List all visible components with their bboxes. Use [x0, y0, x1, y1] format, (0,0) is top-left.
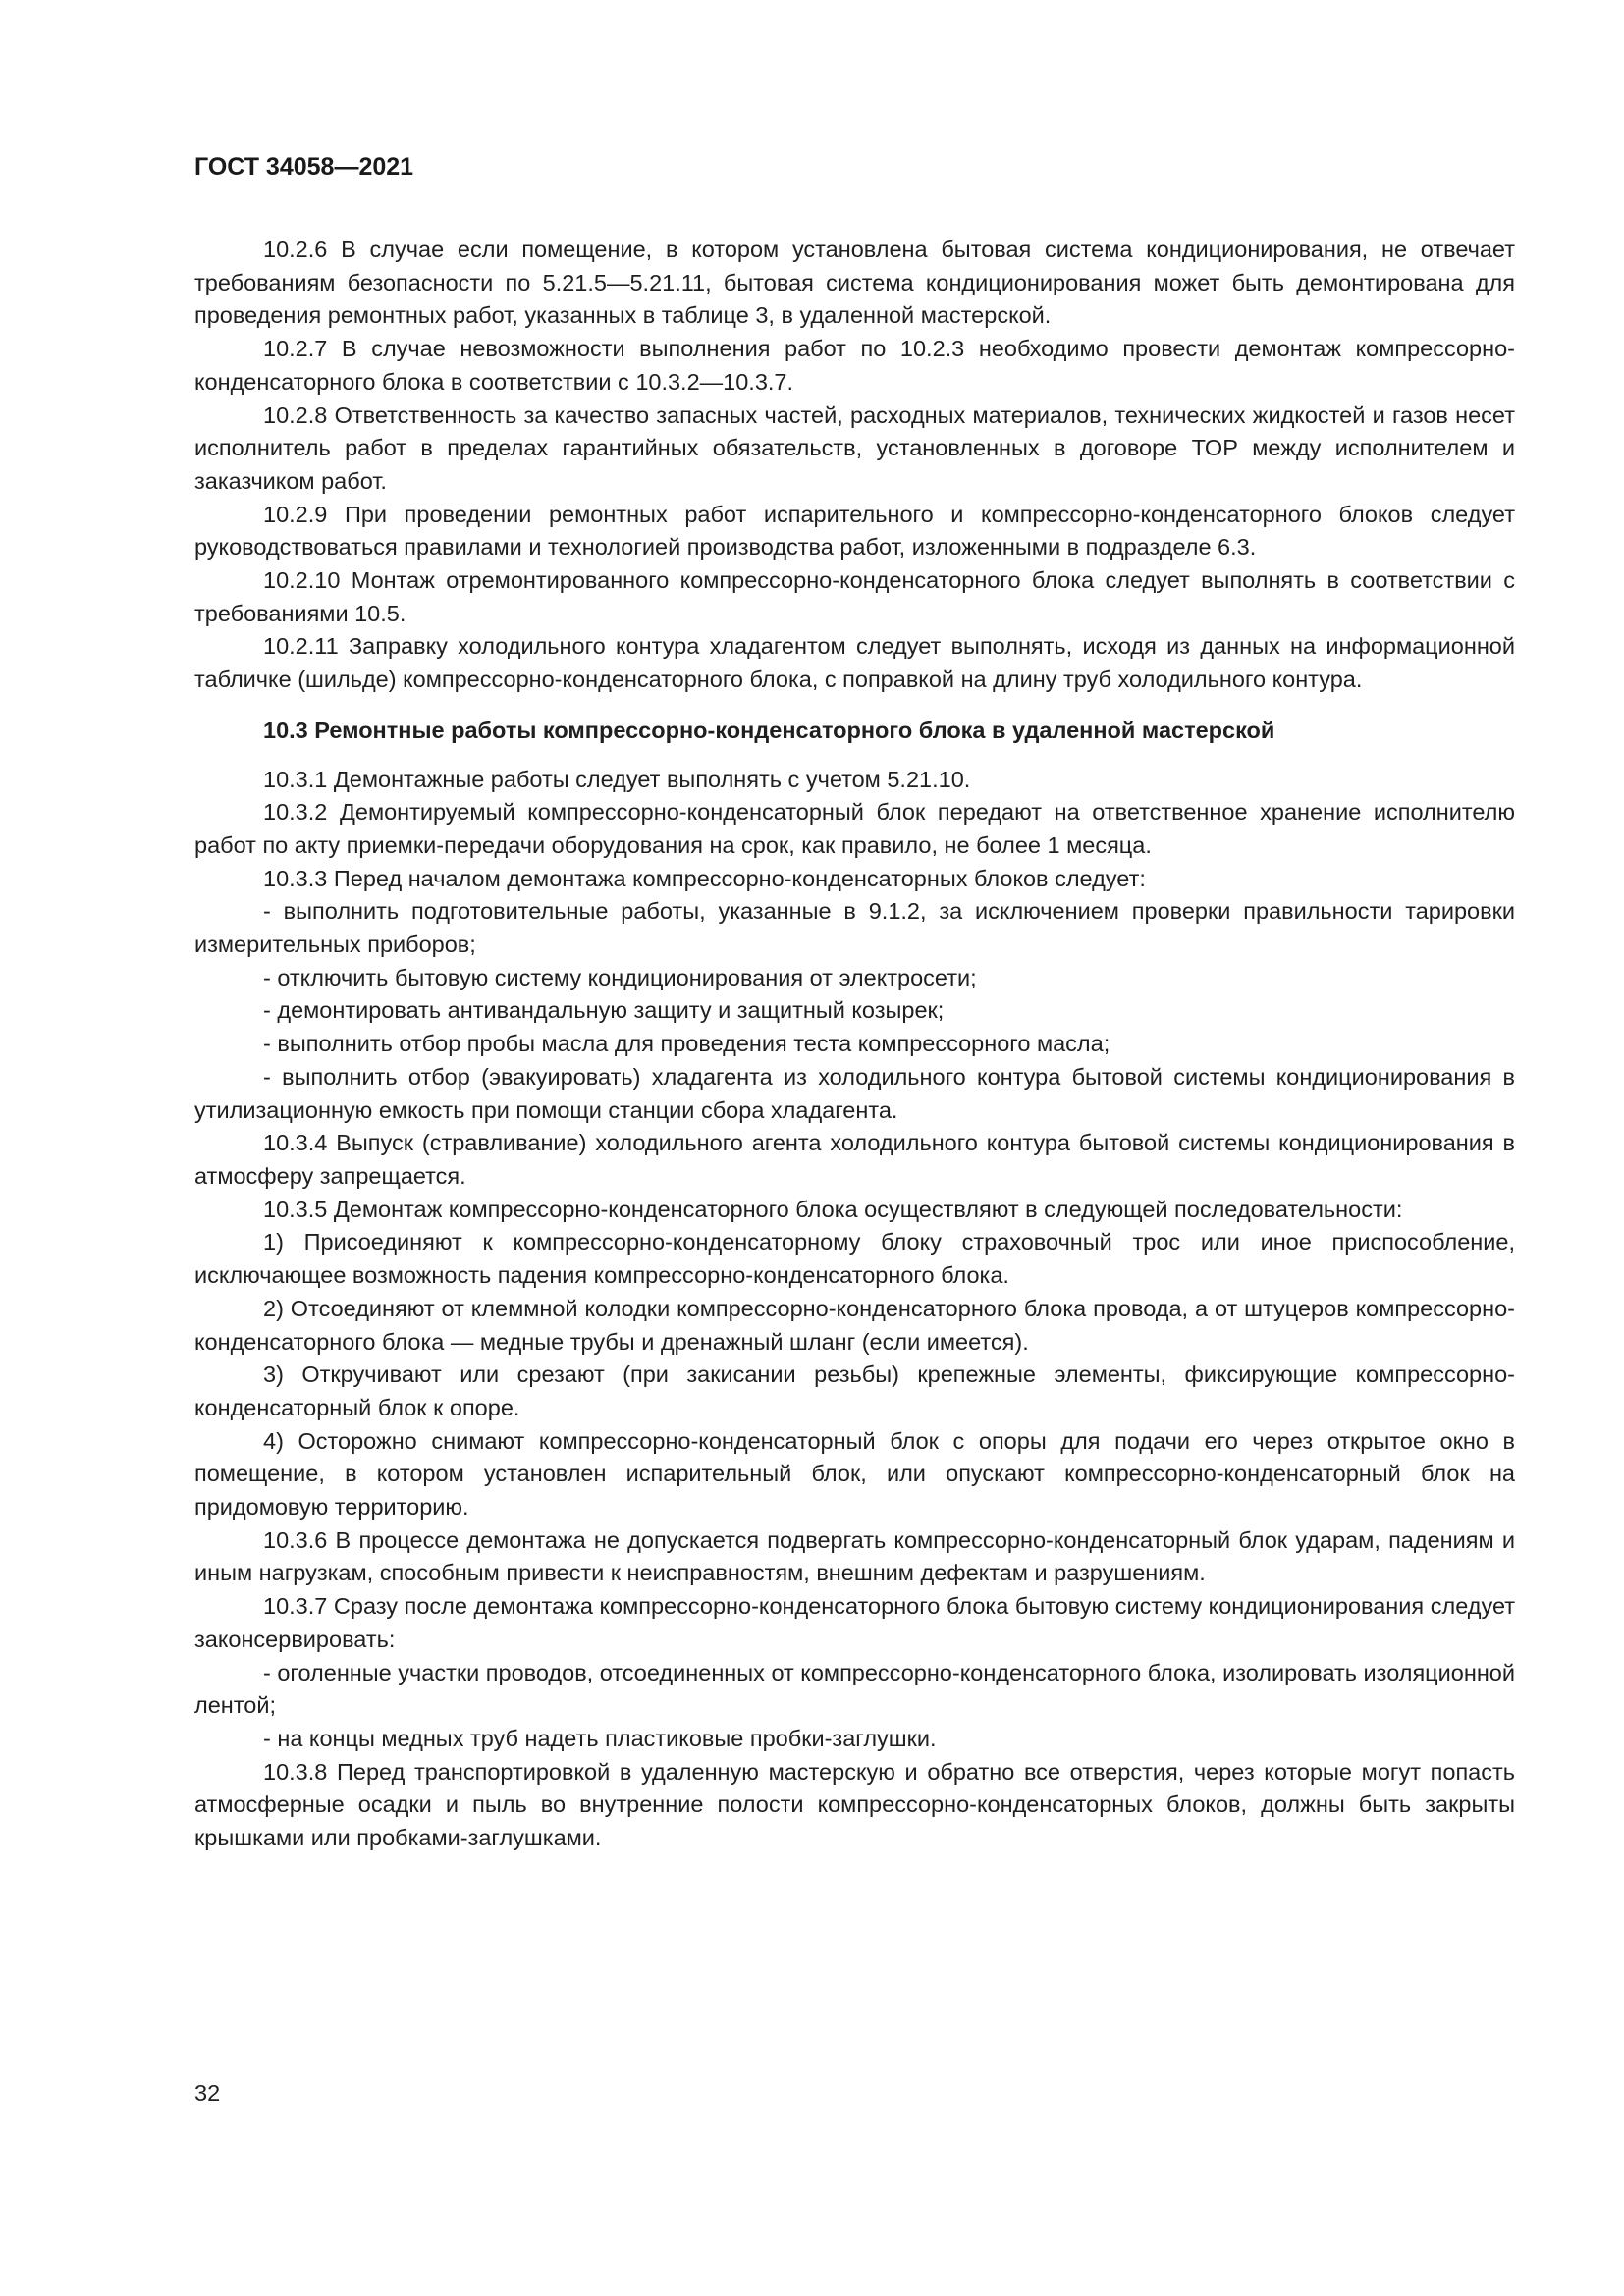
paragraph-10-2-9: 10.2.9 При проведении ремонтных работ испарительного и компрессорно-конденсаторного блоков следует руководствоваться правилами и технологией производства работ, изложенными в подразделе 6.3.	[194, 501, 1515, 561]
list-item-insulate-wires: - оголенные участки проводов, отсоединенных от компрессорно-конденсаторного блока, изолировать изоляционной лентой;	[194, 1659, 1515, 1719]
paragraph-10-3-4: 10.3.4 Выпуск (стравливание) холодильного агента холодильного контура бытовой системы кондиционирования в атмосферу запрещается.	[194, 1130, 1515, 1189]
paragraph-10-3-5: 10.3.5 Демонтаж компрессорно-конденсаторного блока осуществляют в следующей последовательности:	[263, 1196, 1403, 1222]
paragraph-10-2-8: 10.2.8 Ответственность за качество запасных частей, расходных материалов, технических жидкостей и газов несет исполнитель работ в пределах гарантийных обязательств, установленных в договоре ТОР между исполнителем и заказчиком работ.	[194, 401, 1515, 494]
paragraph-10-3-1: 10.3.1 Демонтажные работы следует выполнять с учетом 5.21.10.	[263, 766, 971, 792]
paragraph-10-2-6: 10.2.6 В случае если помещение, в котором установлена бытовая система кондиционирования, не отвечает требованиям безопасности по 5.21.5—5.21.11, бытовая система кондиционирования может быть демонтирована для проведения ремонтных работ, указанных в таблице 3, в удаленной мастерской.	[194, 237, 1515, 329]
step-1-attach-safety-rope: 1) Присоединяют к компрессорно-конденсаторному блоку страховочный трос или иное приспособление, исключающее возможность падения компрессорно-конденсаторного блока.	[194, 1229, 1515, 1289]
list-item-pipe-plugs: - на концы медных труб надеть пластиковые пробки-заглушки.	[263, 1725, 937, 1751]
document-page	[194, 151, 1515, 1855]
list-item-refrigerant-recovery: - выполнить отбор (эвакуировать) хладагента из холодильного контура бытовой системы кондиционирования в утилизационную емкость при помощи станции сбора хладагента.	[194, 1063, 1515, 1123]
step-3-unscrew-fasteners: 3) Откручивают или срезают (при закисании резьбы) крепежные элементы, фиксирующие компрессорно-конденсаторный блок к опоре.	[194, 1362, 1515, 1420]
paragraph-10-2-10: 10.2.10 Монтаж отремонтированного компрессорно-конденсаторного блока следует выполнять в соответствии с требованиями 10.5.	[194, 567, 1515, 626]
list-item-preparatory-works: - выполнить подготовительные работы, указанные в 9.1.2, за исключением проверки правильности тарировки измерительных приборов;	[194, 898, 1515, 958]
paragraph-10-2-7: 10.2.7 В случае невозможности выполнения работ по 10.2.3 необходимо провести демонтаж компрессорно-конденсаторного блока в соответствии с 10.3.2—10.3.7.	[194, 336, 1515, 395]
paragraph-group-after	[194, 764, 1515, 1855]
step-4-remove-unit: 4) Осторожно снимают компрессорно-конденсаторный блок с опоры для подачи его через открытое окно в помещение, в котором установлен испарительный блок, или опускают компрессорно-конденсаторный блок на придомовую территорию.	[194, 1427, 1515, 1521]
paragraph-10-3-6: 10.3.6 В процессе демонтажа не допускается подвергать компрессорно-конденсаторный блок ударам, падениям и иным нагрузкам, способным привести к неисправностям, внешним дефектам и разрушениям.	[194, 1526, 1515, 1586]
list-item-remove-protection: - демонтировать антивандальную защиту и защитный козырек;	[263, 997, 945, 1024]
paragraph-10-3-7: 10.3.7 Сразу после демонтажа компрессорно-конденсаторного блока бытовую систему кондиционирования следует законсервировать:	[194, 1593, 1515, 1652]
paragraph-10-3-2: 10.3.2 Демонтируемый компрессорно-конденсаторный блок передают на ответственное хранение исполнителю работ по акту приемки-передачи оборудования на срок, как правило, не более 1 месяца.	[194, 799, 1515, 858]
list-item-disconnect-power: - отключить бытовую систему кондиционирования от электросети;	[263, 964, 977, 990]
section-heading-10-3: 10.3 Ремонтные работы компрессорно-конденсаторного блока в удаленной мастерской	[263, 717, 1275, 743]
paragraph-10-3-8: 10.3.8 Перед транспортировкой в удаленную мастерскую и обратно все отверстия, через которые могут попасть атмосферные осадки и пыль во внутренние полости компрессорно-конденсаторных блоков, должны быть закрыты крышками или пробками-заглушками.	[194, 1758, 1515, 1851]
list-item-oil-sample: - выполнить отбор пробы масла для проведения теста компрессорного масла;	[263, 1031, 1110, 1057]
paragraph-10-2-11: 10.2.11 Заправку холодильного контура хладагентом следует выполнять, исходя из данных на информационной табличке (шильде) компрессорно-конденсаторного блока, с поправкой на длину труб холодильного контура.	[194, 633, 1515, 693]
page-number: 32	[194, 2080, 221, 2106]
step-2-disconnect-wires: 2) Отсоединяют от клеммной колодки компрессорно-конденсаторного блока провода, а от штуцеров компрессорно-конденсаторного блока — медные трубы и дренажный шланг (если имеется).	[194, 1295, 1515, 1355]
document-code-header: ГОСТ 34058—2021	[194, 153, 414, 181]
paragraph-group-before	[194, 234, 1515, 697]
paragraph-10-3-3: 10.3.3 Перед началом демонтажа компрессорно-конденсаторных блоков следует:	[263, 865, 1146, 891]
